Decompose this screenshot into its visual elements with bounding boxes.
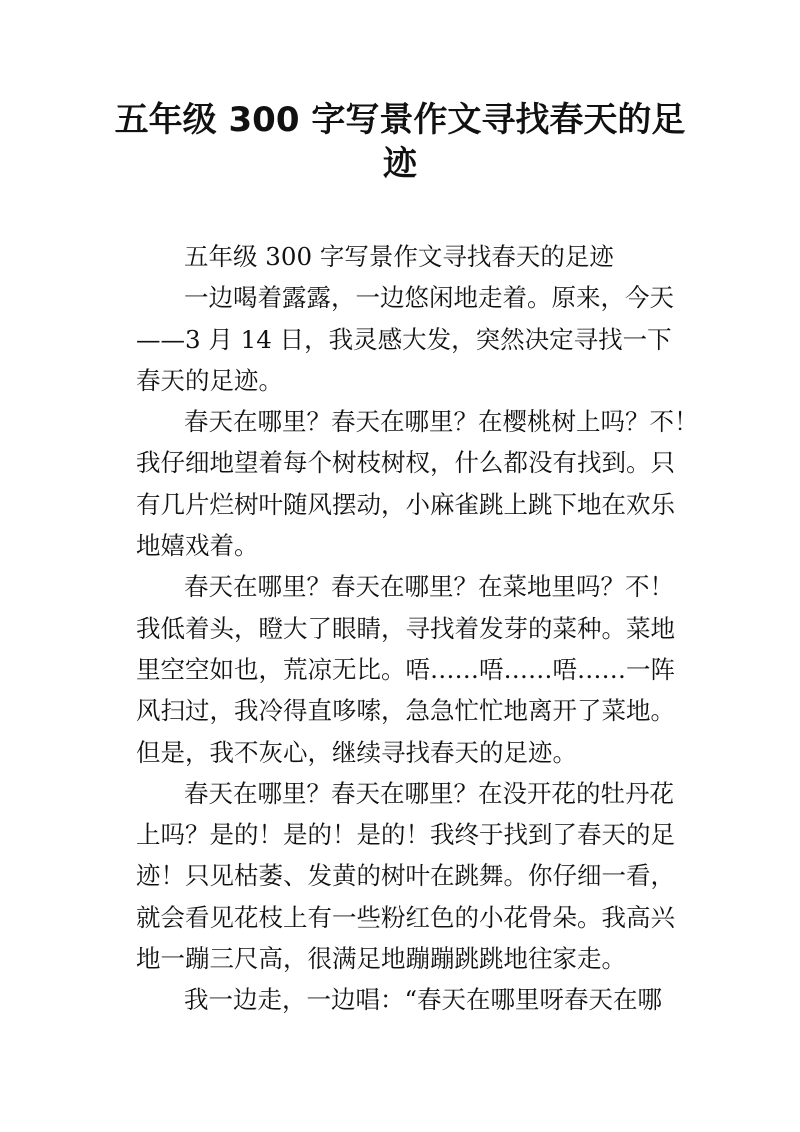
body-line: 地嬉戏着。 bbox=[136, 531, 259, 561]
body-line: 我低着头，瞪大了眼睛，寻找着发芽的菜种。菜地 bbox=[136, 613, 675, 643]
document-title-line-1: 五年级 300 字写景作文寻找春天的足 bbox=[114, 100, 686, 140]
body-line: 一边喝着露露，一边悠闲地走着。原来，今天 bbox=[184, 283, 674, 313]
body-line: 春天在哪里？春天在哪里？在菜地里吗？不！ bbox=[184, 572, 674, 602]
body-line: 春天在哪里？春天在哪里？在没开花的牡丹花 bbox=[184, 778, 674, 808]
body-line: 春天的足迹。 bbox=[136, 365, 283, 395]
body-line: 春天在哪里？春天在哪里？在樱桃树上吗？不！ bbox=[184, 407, 699, 437]
body-line: 有几片烂树叶随风摆动，小麻雀跳上跳下地在欢乐 bbox=[136, 489, 675, 519]
body-line: 风扫过，我冷得直哆嗦，急急忙忙地离开了菜地。 bbox=[136, 696, 675, 726]
document-title-line-2: 迹 bbox=[383, 144, 417, 184]
body-line: 迹！只见枯萎、发黄的树叶在跳舞。你仔细一看， bbox=[136, 861, 675, 891]
body-line: 地一蹦三尺高，很满足地蹦蹦跳跳地往家走。 bbox=[136, 944, 626, 974]
body-line: 上吗？是的！是的！是的！我终于找到了春天的足 bbox=[136, 820, 675, 850]
body-line: 就会看见花枝上有一些粉红色的小花骨朵。我高兴 bbox=[136, 902, 675, 932]
document-body bbox=[136, 236, 699, 1021]
body-line: 我一边走，一边唱：“春天在哪里呀春天在哪 bbox=[184, 985, 663, 1015]
body-line: 五年级 300 字写景作文寻找春天的足迹 bbox=[184, 242, 614, 271]
body-line: 但是，我不灰心，继续寻找春天的足迹。 bbox=[136, 737, 577, 767]
body-line: 里空空如也，荒凉无比。唔……唔……唔……一阵 bbox=[136, 654, 675, 684]
body-line: 我仔细地望着每个树枝树杈，什么都没有找到。只 bbox=[136, 448, 675, 478]
body-line: ——3 月 14 日，我灵感大发，突然决定寻找一下 bbox=[136, 324, 672, 354]
